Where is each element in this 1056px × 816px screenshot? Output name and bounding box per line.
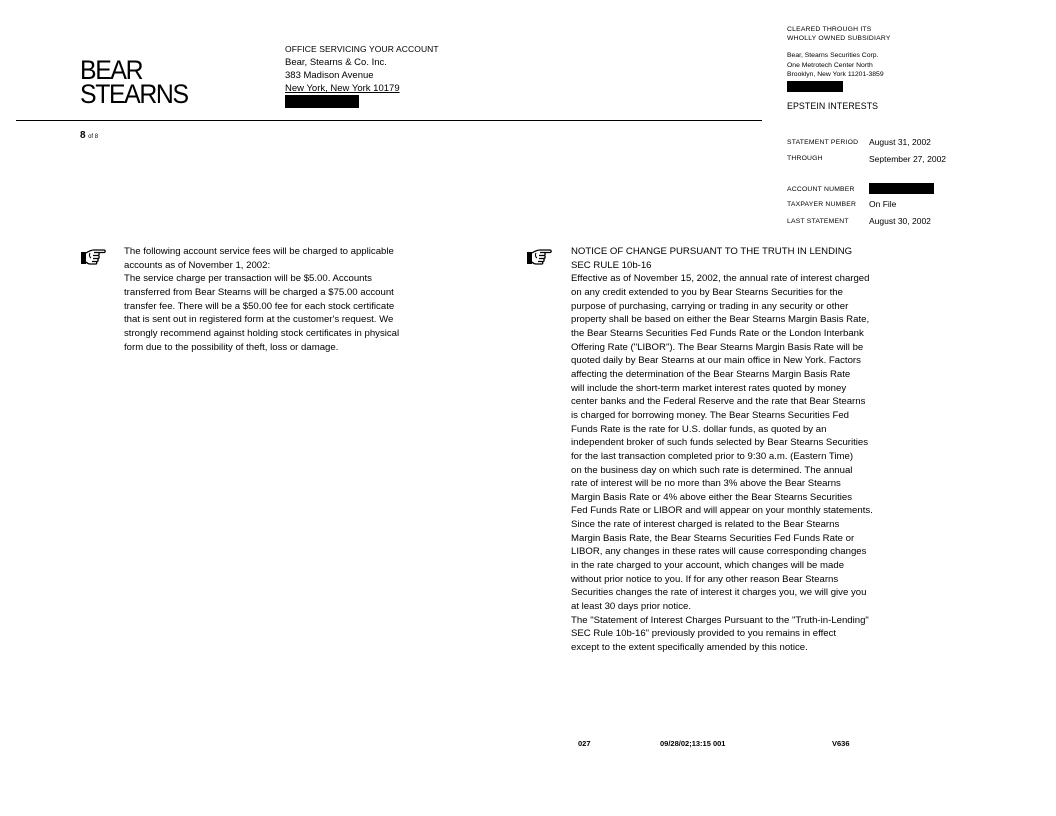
page-of: of 8 xyxy=(88,134,99,140)
logo-line-1: BEAR xyxy=(80,55,143,85)
taxpayer-number-label: TAXPAYER NUMBER xyxy=(787,201,857,208)
interest-notice-line: will include the short-term market interest rates quoted by money xyxy=(571,382,847,394)
interest-notice-line: on any credit extended to you by Bear Stearns Securities for the xyxy=(571,286,843,298)
statement-period-label: STATEMENT PERIOD xyxy=(787,139,859,146)
fee-notice-line: that is sent out in registered form at the customer's request. We xyxy=(124,314,394,326)
fee-notice-line: The service charge per transaction will be $5.00. Accounts xyxy=(124,273,372,285)
taxpayer-number-value: On File xyxy=(869,199,897,209)
fee-notice-line: transfer fee. There will be a $50.00 fee for each stock certificate xyxy=(124,300,395,312)
interest-notice-line: Fed Funds Rate or LIBOR and will appear on your monthly statements. xyxy=(571,505,873,517)
interest-notice-line: SEC RULE 10b-16 xyxy=(571,259,652,271)
fee-notice-line: form due to the possibility of theft, loss or damage. xyxy=(124,341,339,353)
interest-notice-line: without prior notice to you. If for any other reason Bear Stearns xyxy=(571,573,839,585)
interest-notice-line: purpose of purchasing, carrying or trading in any security or other xyxy=(571,300,849,312)
footer-code-2: V636 xyxy=(832,739,850,748)
through-value: September 27, 2002 xyxy=(869,154,947,164)
interest-notice-line: Margin Basis Rate or 4% above either the Bear Stearns Securities xyxy=(571,491,853,503)
cleared-line-2: WHOLLY OWNED SUBSIDIARY xyxy=(787,35,891,42)
last-statement-label: LAST STATEMENT xyxy=(787,218,849,225)
footer-code-1: 027 xyxy=(578,739,591,748)
interest-notice-line: rate of interest will be no more than 3% above the Bear Stearns xyxy=(571,478,841,490)
interest-notice-line: is charged for borrowing money. The Bear Stearns Securities Fed xyxy=(571,409,849,421)
interest-notice-line: at least 30 days prior notice. xyxy=(571,601,691,613)
interest-notice-line: NOTICE OF CHANGE PURSUANT TO THE TRUTH IN LENDING xyxy=(571,246,853,257)
interest-notice-line: center banks and the Federal Reserve and the rate that Bear Stearns xyxy=(571,396,866,408)
fee-notice-line: accounts as of November 1, 2002: xyxy=(124,259,271,271)
interest-notice-line: Offering Rate ("LIBOR"). The Bear Stearns Margin Basis Rate will be xyxy=(571,341,864,353)
interest-notice-line: property shall be based on either the Bear Stearns Margin Basis Rate, xyxy=(571,314,870,326)
interest-notice-line: Margin Basis Rate, the Bear Stearns Securities Fed Funds Rate or xyxy=(571,532,855,544)
page-number xyxy=(80,130,98,141)
interest-rate-notice xyxy=(571,245,873,655)
clearing-name: Bear, Stearns Securities Corp. xyxy=(787,52,879,59)
cleared-line-1: CLEARED THROUGH ITS xyxy=(787,26,872,33)
interest-notice-line: Since the rate of interest charged is related to the Bear Stearns xyxy=(571,519,840,531)
interest-notice-line: independent broker of such funds selected by Bear Stearns Securities xyxy=(571,437,869,449)
clearing-city: Brooklyn, New York 11201-3859 xyxy=(787,71,884,78)
interest-notice-line: on the business day on which such rate is determined. The annual xyxy=(571,464,853,476)
office-address: 383 Madison Avenue xyxy=(285,70,374,81)
through-label: THROUGH xyxy=(787,155,823,162)
office-block xyxy=(285,43,439,112)
page-current: 8 xyxy=(80,130,86,141)
logo-line-2: STEARNS xyxy=(80,79,188,109)
pointing-hand-icon xyxy=(526,247,552,267)
interest-notice-line: LIBOR, any changes in these rates will cause corresponding changes xyxy=(571,546,867,558)
fee-notice-line: transferred from Bear Stearns will be charged a $75.00 account xyxy=(124,286,394,298)
pointing-hand-icon xyxy=(80,247,106,267)
interest-notice-line: quoted daily by Bear Stearns at our main office in New York. Factors xyxy=(571,355,861,367)
interest-notice-line: affecting the determination of the Bear Stearns Margin Basis Rate xyxy=(571,368,851,380)
fee-notice-line: strongly recommend against holding stock certificates in physical xyxy=(124,327,400,339)
redacted-phone xyxy=(285,95,359,108)
redacted-clearing-phone xyxy=(787,81,843,92)
account-number-label: ACCOUNT NUMBER xyxy=(787,186,855,193)
interest-notice-line: except to the extent specifically amended by this notice. xyxy=(571,642,808,654)
clearing-address: One Metrotech Center North xyxy=(787,61,873,69)
statement-period-value: August 31, 2002 xyxy=(869,137,931,147)
clearing-block xyxy=(787,51,884,95)
interest-notice-line: for the last transaction completed prior to 9:30 a.m. (Eastern Time) xyxy=(571,450,854,462)
footer-timestamp: 09/28/02;13:15 001 xyxy=(660,739,726,748)
interest-notice-line: The "Statement of Interest Charges Pursuant to the "Truth-in-Lending" xyxy=(571,614,869,626)
interest-notice-line: Funds Rate is the rate for U.S. dollar funds, as quoted by an xyxy=(571,423,827,435)
interest-notice-line: in the rate charged to your account, which changes will be made xyxy=(571,560,845,572)
interest-notice-line: the Bear Stearns Securities Fed Funds Rate or the London Interbank xyxy=(571,327,864,339)
fee-notice-line: The following account service fees will be charged to applicable xyxy=(124,246,394,257)
interest-notice-line: SEC Rule 10b-16" previously provided to you remains in effect xyxy=(571,628,837,640)
redacted-account-number xyxy=(869,183,934,194)
header-divider xyxy=(16,120,762,121)
last-statement-value: August 30, 2002 xyxy=(869,216,931,226)
cleared-through xyxy=(787,25,891,43)
interest-notice-line: Effective as of November 15, 2002, the annual rate of interest charged xyxy=(571,273,870,285)
client-name: EPSTEIN INTERESTS xyxy=(787,101,879,111)
interest-notice-line: Securities changes the rate of interest it charges you, we will give you xyxy=(571,587,867,599)
office-city: New York, New York 10179 xyxy=(285,83,400,94)
office-name: Bear, Stearns & Co. Inc. xyxy=(285,57,387,68)
office-label: OFFICE SERVICING YOUR ACCOUNT xyxy=(285,44,439,54)
fee-notice xyxy=(124,245,399,354)
bear-stearns-logo xyxy=(80,55,200,109)
